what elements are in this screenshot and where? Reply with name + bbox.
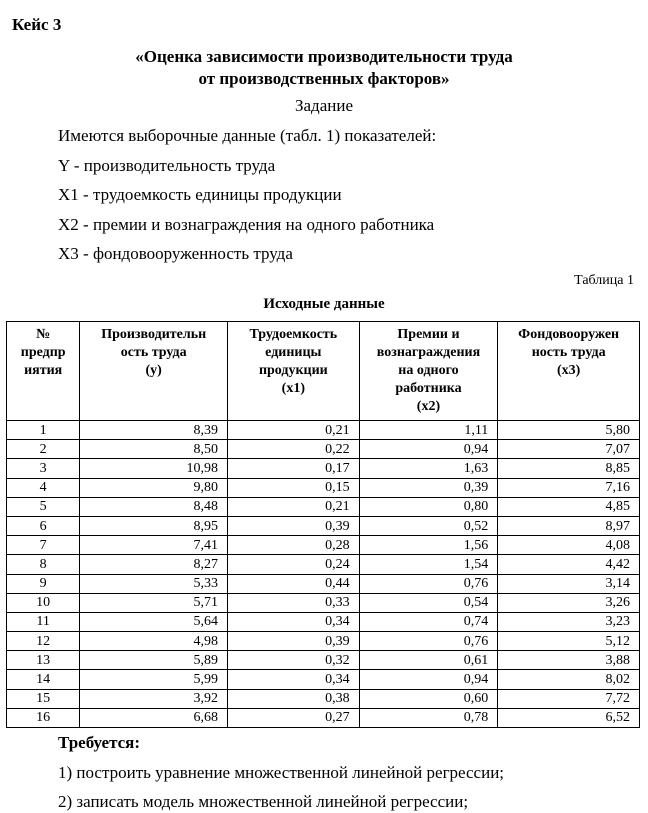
productivity-value: 8,50 — [80, 440, 228, 459]
capital-ratio-value: 8,02 — [498, 670, 640, 689]
capital-ratio-value: 7,72 — [498, 689, 640, 708]
table-row — [7, 555, 640, 574]
table-row — [7, 536, 640, 555]
capital-ratio-value: 5,80 — [498, 421, 640, 440]
productivity-value: 8,39 — [80, 421, 228, 440]
labor-intensity-value: 0,24 — [228, 555, 360, 574]
labor-intensity-value: 0,38 — [228, 689, 360, 708]
enterprise-number: 5 — [7, 497, 80, 516]
bonus-value: 1,54 — [359, 555, 498, 574]
labor-intensity-value: 0,39 — [228, 516, 360, 535]
column-header-labor-intensity: Трудоемкость единицы продукции (x1) — [228, 322, 360, 421]
enterprise-number: 2 — [7, 440, 80, 459]
capital-ratio-value: 3,14 — [498, 574, 640, 593]
bonus-value: 0,52 — [359, 516, 498, 535]
column-header-productivity: Производительн ость труда (y) — [80, 322, 228, 421]
variable-x2: X2 - премии и вознаграждения на одного работника — [58, 215, 435, 234]
labor-intensity-value: 0,21 — [228, 497, 360, 516]
productivity-value: 5,33 — [80, 574, 228, 593]
case-title: Кейс 3 — [12, 15, 62, 34]
bonus-value: 0,76 — [359, 632, 498, 651]
table-row — [7, 708, 640, 727]
task-heading: Задание — [295, 96, 353, 115]
bonus-value: 0,74 — [359, 612, 498, 631]
capital-ratio-value: 7,16 — [498, 478, 640, 497]
enterprise-number: 14 — [7, 670, 80, 689]
enterprise-number: 6 — [7, 516, 80, 535]
productivity-value: 6,68 — [80, 708, 228, 727]
labor-intensity-value: 0,34 — [228, 612, 360, 631]
bonus-value: 0,78 — [359, 708, 498, 727]
capital-ratio-value: 3,23 — [498, 612, 640, 631]
capital-ratio-value: 4,85 — [498, 497, 640, 516]
productivity-value: 5,71 — [80, 593, 228, 612]
table-row — [7, 421, 640, 440]
intro-text: Имеются выборочные данные (табл. 1) показателей: — [58, 126, 437, 145]
table-body — [7, 421, 640, 728]
labor-intensity-value: 0,28 — [228, 536, 360, 555]
data-table — [6, 321, 640, 728]
capital-ratio-value: 4,42 — [498, 555, 640, 574]
enterprise-number: 1 — [7, 421, 80, 440]
table-header-row — [7, 322, 640, 421]
document-title — [0, 46, 648, 90]
title-line-2: от производственных факторов» — [198, 69, 450, 88]
table-title: Исходные данные — [263, 296, 385, 312]
productivity-value: 5,89 — [80, 651, 228, 670]
table-row — [7, 574, 640, 593]
requirement-1: 1) построить уравнение множественной линейной регрессии; — [58, 763, 505, 782]
bonus-value: 0,80 — [359, 497, 498, 516]
capital-ratio-value: 8,85 — [498, 459, 640, 478]
productivity-value: 8,95 — [80, 516, 228, 535]
table-row — [7, 440, 640, 459]
capital-ratio-value: 7,07 — [498, 440, 640, 459]
column-header-bonuses: Премии и вознаграждения на одного работника (x2) — [359, 322, 498, 421]
productivity-value: 9,80 — [80, 478, 228, 497]
enterprise-number: 11 — [7, 612, 80, 631]
bonus-value: 1,63 — [359, 459, 498, 478]
enterprise-number: 7 — [7, 536, 80, 555]
capital-ratio-value: 5,12 — [498, 632, 640, 651]
bonus-value: 0,94 — [359, 440, 498, 459]
table-row — [7, 497, 640, 516]
table-row — [7, 632, 640, 651]
productivity-value: 3,92 — [80, 689, 228, 708]
variable-x1: X1 - трудоемкость единицы продукции — [58, 185, 342, 204]
table-row — [7, 478, 640, 497]
requirement-2: 2) записать модель множественной линейной регрессии; — [58, 792, 469, 811]
capital-ratio-value: 8,97 — [498, 516, 640, 535]
table-row — [7, 651, 640, 670]
productivity-value: 8,27 — [80, 555, 228, 574]
bonus-value: 0,94 — [359, 670, 498, 689]
capital-ratio-value: 3,26 — [498, 593, 640, 612]
productivity-value: 4,98 — [80, 632, 228, 651]
capital-ratio-value: 4,08 — [498, 536, 640, 555]
variable-y: Y - производительность труда — [58, 156, 276, 175]
table-row — [7, 593, 640, 612]
productivity-value: 10,98 — [80, 459, 228, 478]
table-row — [7, 612, 640, 631]
productivity-value: 8,48 — [80, 497, 228, 516]
title-line-1: «Оценка зависимости производительности труда — [135, 47, 513, 66]
table-row — [7, 689, 640, 708]
capital-ratio-value: 3,88 — [498, 651, 640, 670]
enterprise-number: 4 — [7, 478, 80, 497]
requirements-heading: Требуется: — [58, 733, 141, 752]
enterprise-number: 16 — [7, 708, 80, 727]
enterprise-number: 12 — [7, 632, 80, 651]
table-row — [7, 516, 640, 535]
labor-intensity-value: 0,33 — [228, 593, 360, 612]
enterprise-number: 8 — [7, 555, 80, 574]
productivity-value: 5,99 — [80, 670, 228, 689]
labor-intensity-value: 0,32 — [228, 651, 360, 670]
bonus-value: 0,61 — [359, 651, 498, 670]
labor-intensity-value: 0,21 — [228, 421, 360, 440]
labor-intensity-value: 0,34 — [228, 670, 360, 689]
enterprise-number: 9 — [7, 574, 80, 593]
table-row — [7, 670, 640, 689]
enterprise-number: 10 — [7, 593, 80, 612]
column-header-enterprise: № предпр иятия — [7, 322, 80, 421]
column-header-capital-ratio: Фондовооружен ность труда (x3) — [498, 322, 640, 421]
productivity-value: 7,41 — [80, 536, 228, 555]
bonus-value: 1,11 — [359, 421, 498, 440]
table-row — [7, 459, 640, 478]
bonus-value: 0,54 — [359, 593, 498, 612]
bonus-value: 1,56 — [359, 536, 498, 555]
enterprise-number: 13 — [7, 651, 80, 670]
capital-ratio-value: 6,52 — [498, 708, 640, 727]
labor-intensity-value: 0,15 — [228, 478, 360, 497]
enterprise-number: 15 — [7, 689, 80, 708]
labor-intensity-value: 0,44 — [228, 574, 360, 593]
labor-intensity-value: 0,22 — [228, 440, 360, 459]
bonus-value: 0,39 — [359, 478, 498, 497]
table-caption: Таблица 1 — [574, 273, 634, 288]
bonus-value: 0,76 — [359, 574, 498, 593]
labor-intensity-value: 0,39 — [228, 632, 360, 651]
bonus-value: 0,60 — [359, 689, 498, 708]
labor-intensity-value: 0,27 — [228, 708, 360, 727]
productivity-value: 5,64 — [80, 612, 228, 631]
enterprise-number: 3 — [7, 459, 80, 478]
variable-x3: X3 - фондовооруженность труда — [58, 244, 293, 263]
labor-intensity-value: 0,17 — [228, 459, 360, 478]
